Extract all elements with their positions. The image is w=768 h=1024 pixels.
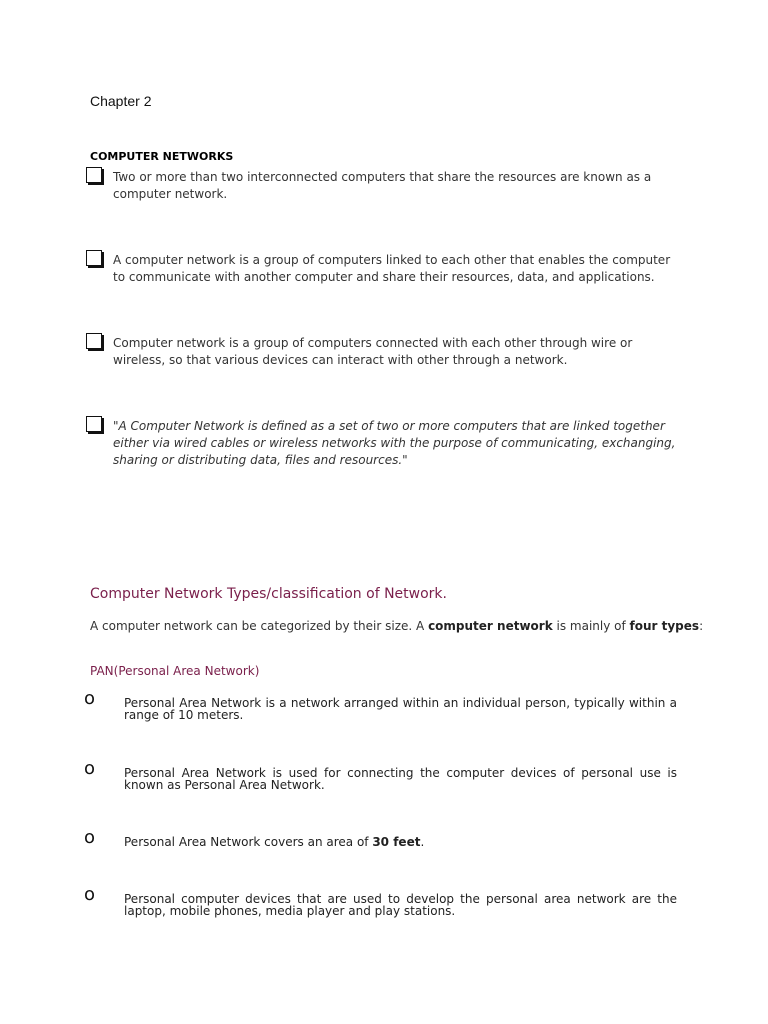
- intro-middle: is mainly of: [552, 619, 630, 633]
- pan-heading: PAN(Personal Area Network): [90, 664, 260, 678]
- definition-text: Computer network is a group of computers connected with each other through wire or wireless, so that various devices can interact with other through a network.: [113, 336, 633, 367]
- bullet-icon: o: [84, 688, 96, 709]
- section-title: COMPUTER NETWORKS: [90, 150, 234, 163]
- intro-prefix: A computer network can be categorized by their size. A: [90, 619, 429, 633]
- bullet-icon: o: [84, 758, 96, 779]
- network-types-heading: Computer Network Types/classification of Network.: [90, 586, 447, 602]
- checkbox-icon: [86, 416, 102, 432]
- bullet-icon: o: [84, 884, 96, 905]
- checkbox-icon: [86, 333, 102, 349]
- bullet-text-suffix: .: [420, 835, 425, 849]
- definition-quote-text: "A Computer Network is defined as a set of two or more computers that are linked together either via wired cables or wireless networks with the purpose of communicating, exchanging, sharing or distributing data, files and resources.": [113, 419, 676, 467]
- bullet-text: [124, 836, 677, 848]
- intro-suffix: :: [699, 619, 704, 633]
- intro-paragraph: [90, 619, 703, 633]
- bullet-text-bold: 30 feet: [372, 835, 421, 849]
- bullet-text: Personal Area Network is a network arranged within an individual person, typically within a range of 10 meters.: [124, 696, 677, 722]
- bullet-text: Personal Area Network is used for connecting the computer devices of personal use is known as Personal Area Network.: [124, 766, 677, 792]
- bullet-icon: o: [84, 827, 96, 848]
- checkbox-icon: [86, 250, 102, 266]
- intro-bold-computer-network: computer network: [428, 619, 553, 633]
- definition-text: A computer network is a group of computers linked to each other that enables the computer to communicate with another computer and share their resources, data, and applications.: [113, 253, 671, 284]
- bullet-text: Personal computer devices that are used to develop the personal area network are the laptop, mobile phones, media player and play stations.: [124, 892, 677, 918]
- checkbox-icon: [86, 167, 102, 183]
- bullet-text-prefix: Personal Area Network covers an area of: [124, 835, 373, 849]
- definition-text: Two or more than two interconnected computers that share the resources are known as a computer network.: [113, 170, 652, 201]
- intro-bold-four-types: four types: [629, 619, 700, 633]
- chapter-label: Chapter 2: [90, 93, 152, 109]
